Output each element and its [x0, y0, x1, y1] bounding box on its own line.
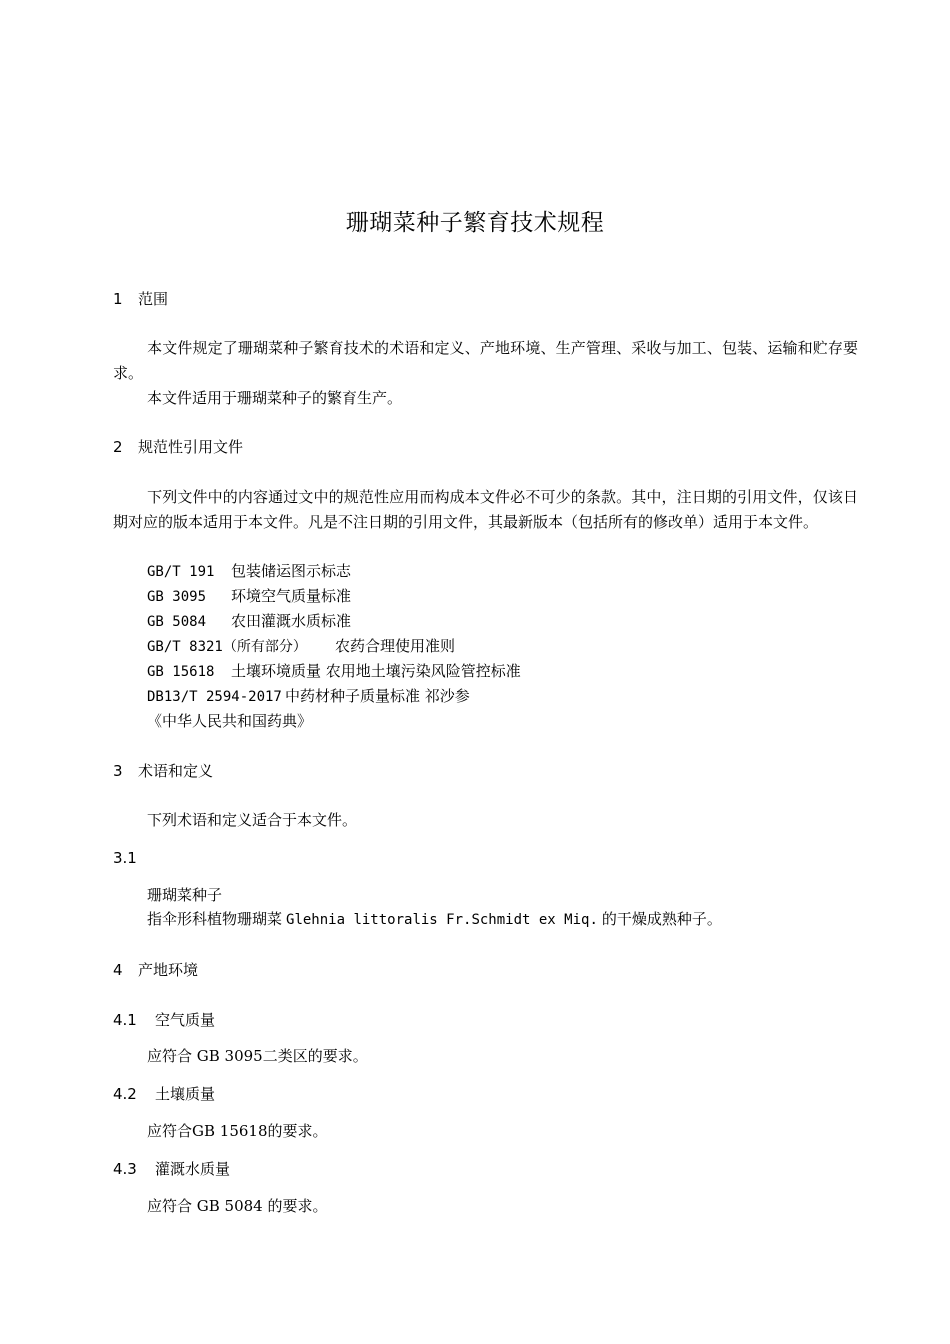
reference-code: GB 3095 — [147, 589, 207, 605]
reference-name: 土壤环境质量 农用地土壤污染风险管控标准 — [231, 662, 521, 680]
section-number: 3 — [113, 762, 123, 780]
subsection-number: 4.3 — [113, 1160, 137, 1178]
reference-code: GB/T 8321（所有部分） — [147, 639, 307, 655]
document-title: 珊瑚菜种子繁育技术规程 — [345, 210, 605, 236]
paragraph-text: 本文件适用于珊瑚菜种子的繁育生产。 — [147, 389, 403, 407]
term-name: 珊瑚菜种子 — [147, 886, 223, 904]
reference-item — [147, 609, 351, 635]
subsection-4-2-heading — [113, 1084, 215, 1104]
section-title: 术语和定义 — [138, 762, 214, 780]
section-number: 4 — [113, 961, 123, 979]
reference-name: 包装储运图示标志 — [231, 562, 352, 580]
section-title: 范围 — [138, 290, 169, 308]
reference-item — [147, 634, 455, 660]
subsection-4-3-heading — [113, 1159, 230, 1179]
subsection-title: 灌溉水质量 — [155, 1160, 231, 1178]
latin-name: Glehnia littoralis Fr.Schmidt ex Miq. — [286, 912, 598, 928]
reference-code: DB13/T 2594-2017 — [147, 689, 282, 705]
subsection-title: 空气质量 — [155, 1011, 216, 1029]
section-1-paragraph-1 — [113, 336, 858, 386]
definition-suffix: 的干燥成熟种子。 — [601, 910, 722, 928]
subsection-4-2-text: 应符合GB 15618的要求。 — [147, 1122, 328, 1140]
section-2-heading — [113, 437, 243, 457]
reference-code: GB 5084 — [147, 614, 207, 630]
paragraph-text: 下列术语和定义适合于本文件。 — [147, 811, 358, 829]
subsection-number: 4.1 — [113, 1011, 137, 1029]
section-3-heading — [113, 761, 213, 781]
reference-code: GB/T 191 — [147, 564, 215, 580]
paragraph-text: 下列文件中的内容通过文中的规范性应用而构成本文件必不可少的条款。其中，注日期的引用文件，仅该日期对应的版本适用于本文件。凡是不注日期的引用文件，其最新版本（包括所有的修改单）适用于本文件。 — [113, 488, 858, 531]
subsection-number: 3.1 — [113, 849, 137, 867]
section-title: 产地环境 — [138, 961, 199, 979]
reference-name: 农田灌溉水质标准 — [231, 612, 352, 630]
reference-name: 中药材种子质量标准 祁沙参 — [285, 687, 470, 705]
reference-name: 《中华人民共和国药典》 — [147, 712, 313, 730]
subsection-4-1-heading — [113, 1010, 215, 1030]
section-number: 2 — [113, 438, 123, 456]
paragraph-text: 本文件规定了珊瑚菜种子繁育技术的术语和定义、产地环境、生产管理、采收与加工、包装、运输和贮存要求。 — [113, 339, 858, 382]
section-3-paragraph-1 — [113, 808, 858, 833]
subsection-4-1-text: 应符合 GB 3095二类区的要求。 — [147, 1047, 368, 1065]
definition-prefix: 指伞形科植物珊瑚菜 — [147, 910, 283, 928]
reference-code: GB 15618 — [147, 664, 215, 680]
section-number: 1 — [113, 290, 123, 308]
reference-name: 农药合理使用准则 — [335, 637, 456, 655]
reference-item — [147, 559, 351, 585]
reference-item — [147, 709, 312, 734]
section-2-paragraph-1 — [113, 485, 858, 535]
subsection-title: 土壤质量 — [155, 1085, 216, 1103]
reference-name: 环境空气质量标准 — [231, 587, 352, 605]
subsection-4-3-text: 应符合 GB 5084 的要求。 — [147, 1197, 328, 1215]
subsection-3-1-number — [113, 848, 137, 868]
reference-item — [147, 659, 521, 685]
reference-item — [147, 684, 470, 710]
term-definition — [147, 907, 722, 933]
reference-item — [147, 584, 351, 610]
section-title: 规范性引用文件 — [138, 438, 244, 456]
section-4-heading — [113, 960, 198, 980]
section-1-paragraph-2 — [113, 386, 858, 411]
section-1-heading — [113, 289, 168, 309]
subsection-number: 4.2 — [113, 1085, 137, 1103]
